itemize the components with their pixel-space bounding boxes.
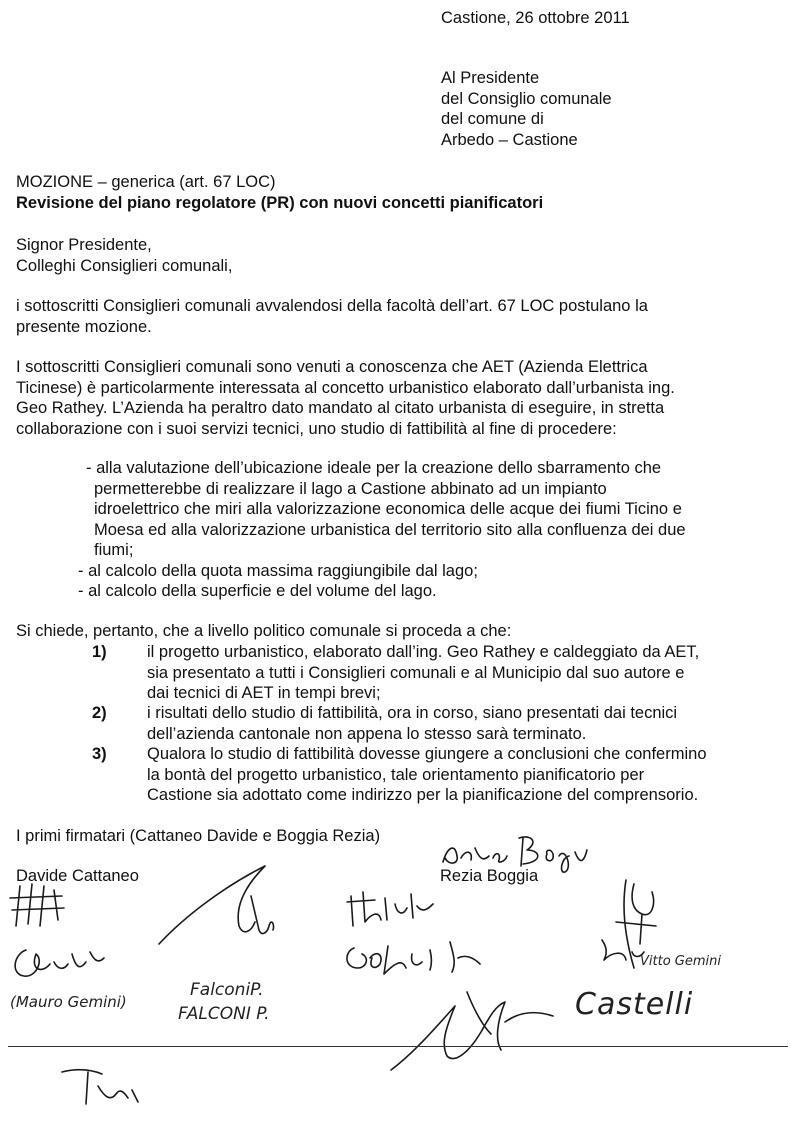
signer-right-name: Rezia Boggia bbox=[440, 867, 539, 885]
recipient-line: Al Presidente bbox=[441, 69, 540, 87]
salutation bbox=[16, 235, 736, 276]
paragraph-line: presente mozione. bbox=[16, 317, 152, 336]
request-line: dell’azienda cantonale non appena lo stesso sarà terminato. bbox=[147, 724, 587, 743]
bullet-item-1 bbox=[86, 458, 766, 561]
paragraph-line: collaborazione con i suoi servizi tecnici, uno studio di fattibilità al fine di procedere: bbox=[16, 419, 617, 438]
request-line: Castione sia adottato come indirizzo per la pianificazione del comprensorio. bbox=[147, 786, 699, 804]
request-number: 1) bbox=[92, 643, 107, 661]
request-line: la bontà del progetto urbanistico, tale orientamento pianificatorio per bbox=[147, 765, 645, 784]
boggia-signature bbox=[435, 828, 595, 878]
request-intro: Si chiede, pertanto, che a livello politico comunale si proceda a che: bbox=[16, 622, 512, 640]
request-number: 3) bbox=[92, 745, 107, 763]
signature-loops bbox=[340, 928, 500, 983]
bullet-line: fiumi; bbox=[94, 541, 134, 559]
bullet-item-2: - al calcolo della quota massima raggiungibile dal lago; bbox=[78, 562, 478, 580]
signature-bottom bbox=[58, 1062, 148, 1110]
request-number: 2) bbox=[92, 704, 107, 722]
request-line: i risultati dello studio di fattibilità, ora in corso, siano presentati dai tecnici bbox=[147, 704, 678, 722]
request-item-3 bbox=[147, 744, 777, 806]
signature-divider bbox=[8, 1046, 788, 1047]
salutation-line: Colleghi Consiglieri comunali, bbox=[16, 256, 233, 275]
bullet-line: permetterebbe di realizzare il lago a Castione abbinato ad un impianto bbox=[94, 479, 607, 498]
request-line: il progetto urbanistico, elaborato dall’ing. Geo Rathey e caldeggiato da AET, bbox=[147, 643, 700, 661]
gemini-signature bbox=[6, 940, 116, 985]
request-line: sia presentato a tutti i Consiglieri comunali e al Municipio dal suo autore e bbox=[147, 663, 685, 682]
motion-type: MOZIONE – generica (art. 67 LOC) bbox=[16, 173, 276, 191]
recipient-line: Arbedo – Castione bbox=[441, 130, 578, 149]
signature-small bbox=[345, 884, 440, 929]
request-item-2 bbox=[147, 703, 777, 744]
paragraph-line: Ticinese) è particolarmente interessata al concetto urbanistico elaborato dall’urbanista ing. bbox=[16, 378, 675, 397]
bullet-line: - alla valutazione dell’ubicazione ideale per la creazione dello sbarramento che bbox=[86, 459, 662, 477]
salutation-line: Signor Presidente, bbox=[16, 236, 152, 254]
bullet-line: idroelettrico che miri alla valorizzazione economica delle acque dei fiumi Ticino e bbox=[94, 500, 682, 518]
recipient-line: del Consiglio comunale bbox=[441, 89, 612, 108]
signature-hash bbox=[6, 880, 76, 930]
motion-title: Revisione del piano regolatore (PR) con nuovi concetti pianificatori bbox=[16, 193, 544, 212]
castelli-signature: Castelli bbox=[575, 987, 694, 1022]
request-line: Qualora lo studio di fattibilità dovesse giungere a conclusioni che confermino bbox=[147, 745, 707, 763]
mauro-gemini-handwriting: (Mauro Gemini) bbox=[10, 993, 127, 1011]
signature-large-slash bbox=[385, 982, 560, 1077]
request-item-1 bbox=[147, 642, 777, 704]
paragraph-line: I sottoscritti Consiglieri comunali sono venuti a conoscenza che AET (Azienda Elettrica bbox=[16, 358, 648, 376]
recipient-line: del comune di bbox=[441, 110, 544, 128]
first-signers: I primi firmatari (Cattaneo Davide e Boggia Rezia) bbox=[16, 827, 381, 845]
date-line: Castione, 26 ottobre 2011 bbox=[441, 9, 630, 27]
bullet-item-3: - al calcolo della superficie e del volume del lago. bbox=[78, 582, 437, 600]
bullet-line: Moesa ed alla valorizzazione urbanistica del territorio sito alla confluenza dei due bbox=[94, 520, 686, 539]
paragraph-1 bbox=[16, 296, 736, 337]
paragraph-2 bbox=[16, 357, 736, 439]
motion-heading bbox=[16, 172, 736, 213]
paragraph-line: i sottoscritti Consiglieri comunali avvalendosi della facoltà dell’art. 67 LOC postulano la bbox=[16, 297, 648, 315]
vitto-gemini-handwriting: Vitto Gemini bbox=[640, 954, 721, 969]
request-line: dai tecnici di AET in tempi brevi; bbox=[147, 684, 381, 702]
signature-swoosh bbox=[155, 856, 295, 951]
signer-left-name: Davide Cattaneo bbox=[16, 867, 139, 885]
recipient-block bbox=[441, 68, 612, 150]
paragraph-line: Geo Rathey. L’Azienda ha peraltro dato mandato al citato urbanista di eseguire, in stretta bbox=[16, 399, 665, 417]
falconi-print: FALCONI P. bbox=[178, 1004, 270, 1024]
falconi-signature: FalconiP. bbox=[190, 980, 264, 1000]
